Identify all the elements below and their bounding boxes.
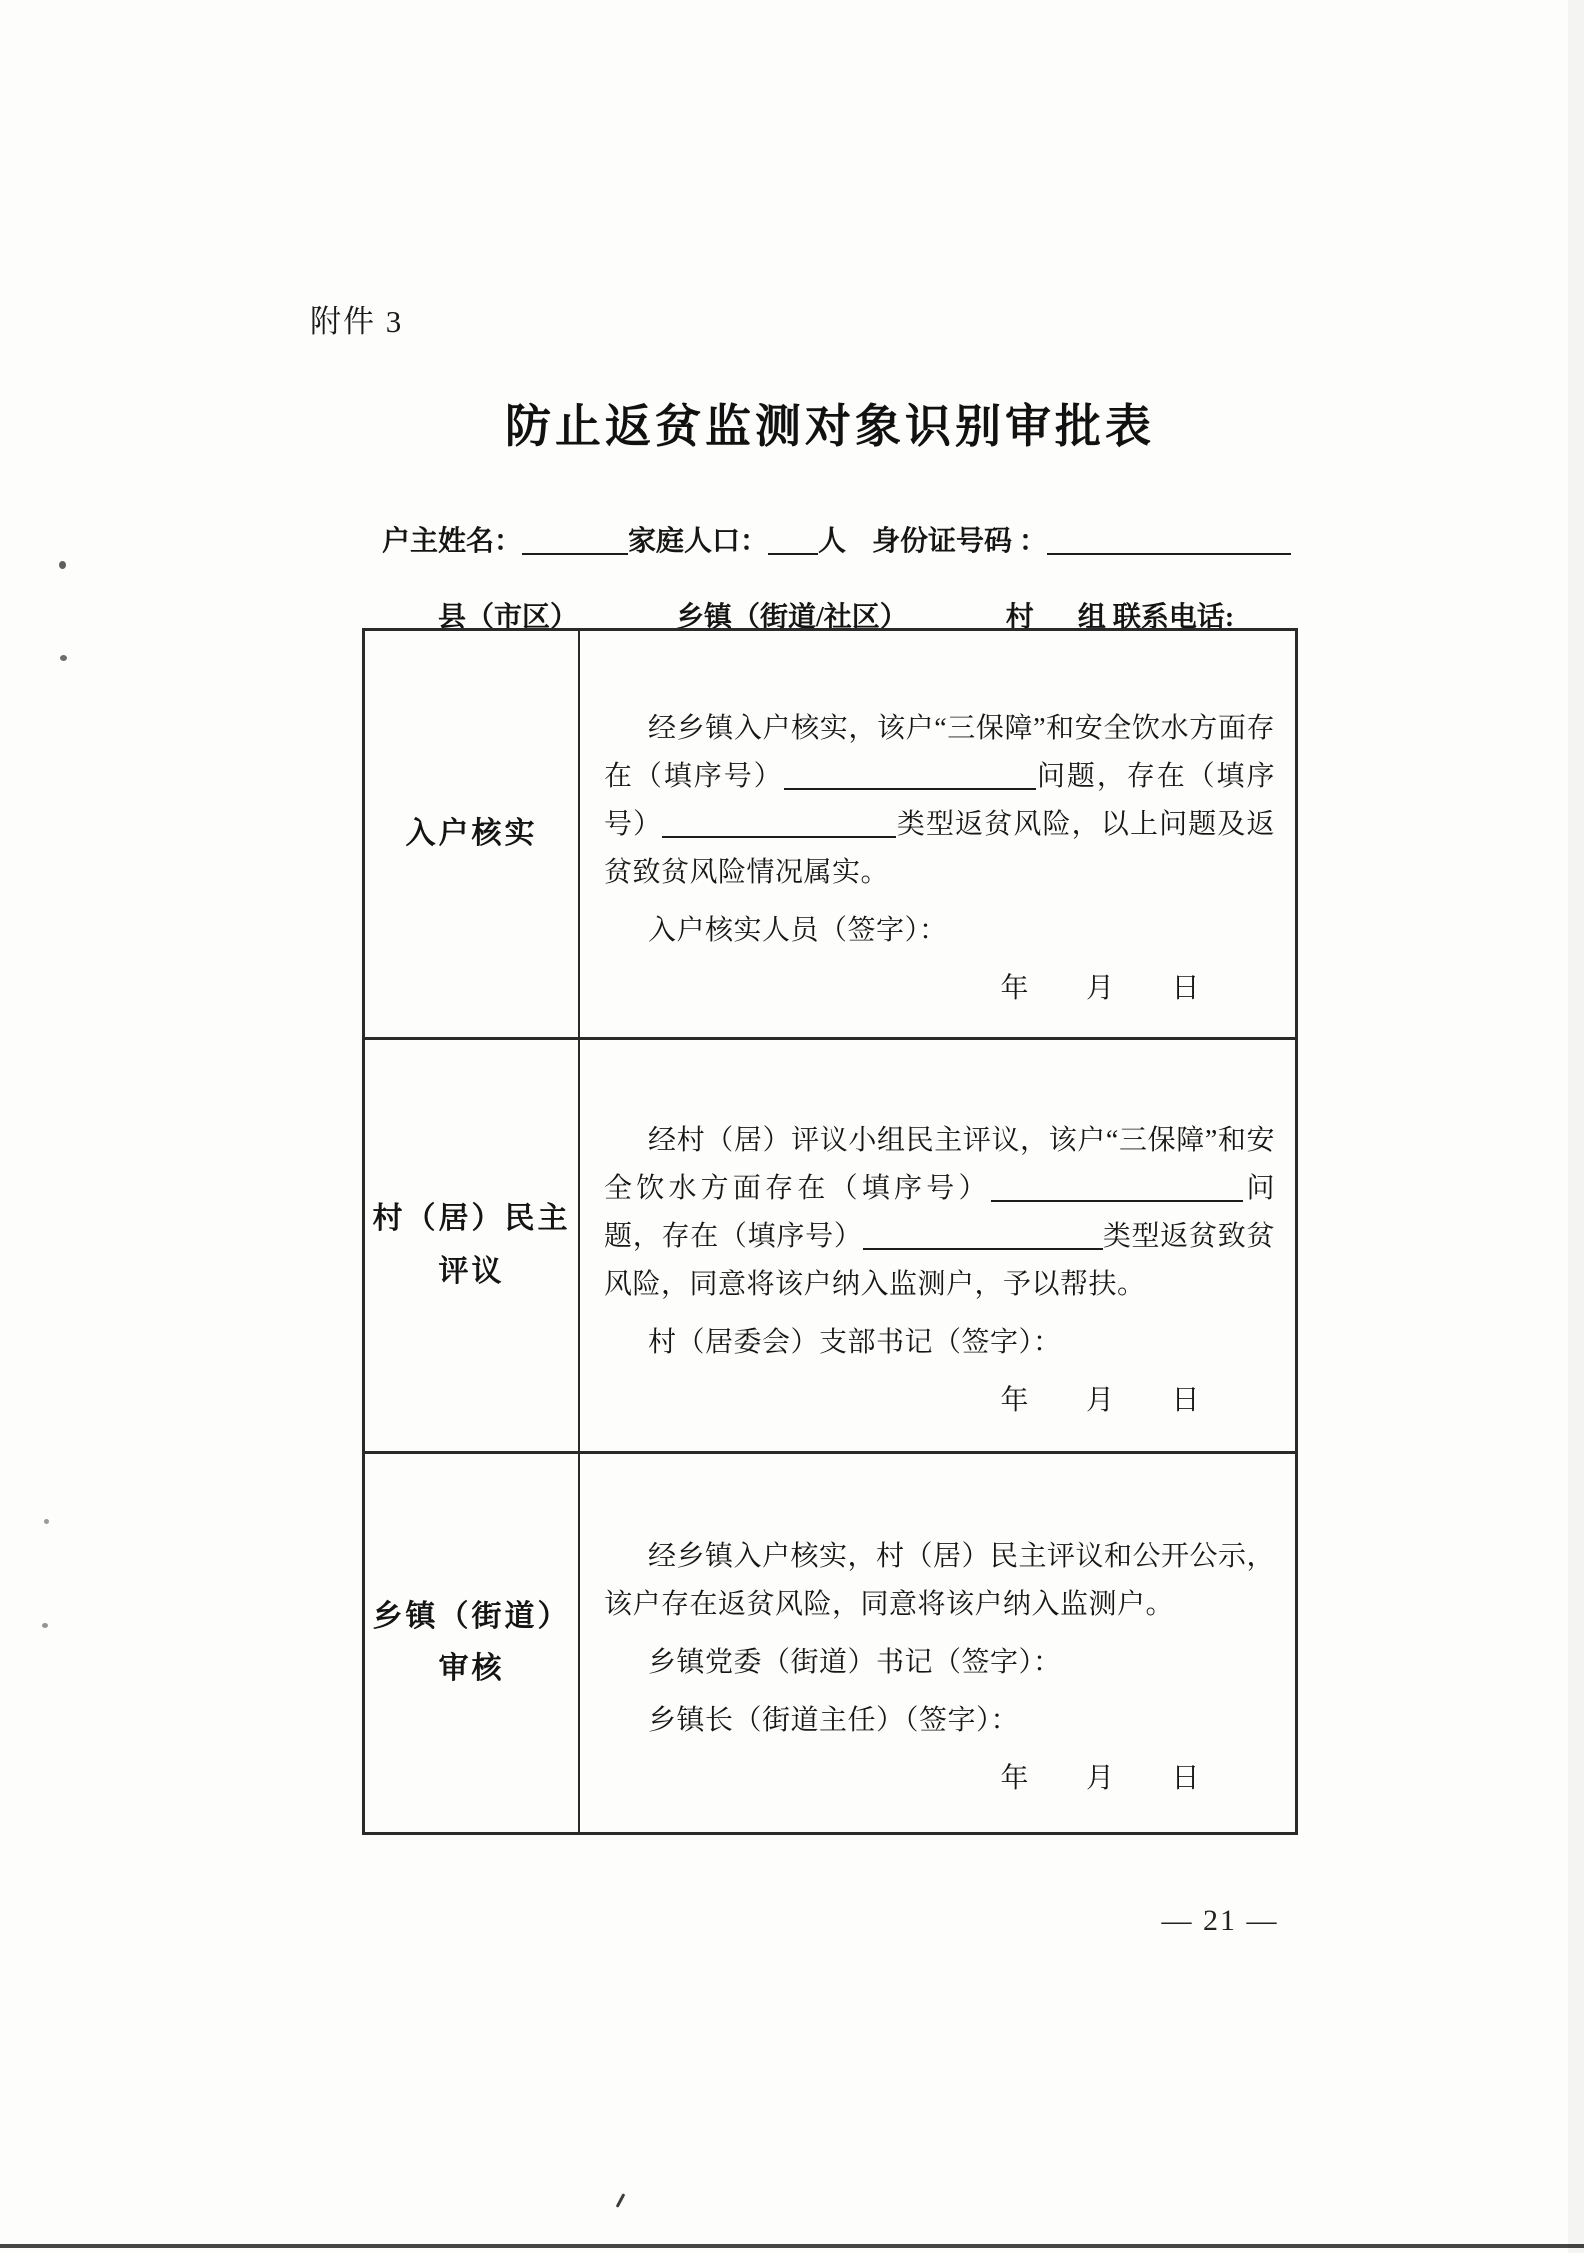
page-number: — 21 — (1161, 1904, 1279, 1937)
row-paragraph (604, 1117, 1275, 1309)
fill-in-blank (768, 526, 818, 555)
fill-in-blank (522, 526, 628, 555)
fill-in-blank (1234, 602, 1290, 631)
text-line: 入户核实人员（签字）： (648, 915, 948, 946)
date-line: 年 月 日 (1000, 973, 1200, 1004)
text-segment: 身份证号码 ： (872, 526, 1048, 557)
sign-lines (604, 897, 1275, 955)
spacer (846, 549, 872, 550)
sign-lines (604, 1309, 1275, 1367)
text-line: 审核 (438, 1652, 505, 1685)
text-segment: 户主姓名： (382, 526, 523, 557)
text-segment: 类型返贫致贫风险，同意将该户纳入监测户，予以帮扶。 (604, 1220, 1275, 1300)
attachment-label: 附件 3 (310, 304, 404, 339)
fill-in-blank (991, 1173, 1243, 1202)
scan-tick-mark (616, 2193, 626, 2208)
fill-in-blank (662, 809, 896, 838)
fill-in-blank (578, 602, 676, 631)
text-line: 乡镇长（街道主任）（签字）： (648, 1705, 1020, 1736)
row-paragraph (604, 705, 1275, 897)
row-content-township-review (580, 1454, 1295, 1832)
date-line: 年 月 日 (1000, 1384, 1200, 1416)
approval-table (362, 628, 1298, 1835)
text-segment: 经村（居）评议小组民主评议，该户“三保障”和安全饮水方面存在（填序号） (604, 1124, 1275, 1204)
fill-in-blank (362, 602, 438, 631)
row-content-household-verification (580, 631, 1295, 1040)
text-segment: 组 联系电话: (1077, 602, 1235, 633)
row-label-township-review (365, 1454, 580, 1832)
row-label-household-verification (365, 631, 580, 1040)
text-segment: 人 (818, 526, 847, 557)
fill-in-blank (1047, 526, 1291, 555)
text-segment: 县（市区） (438, 602, 579, 633)
scan-speck (44, 1519, 49, 1524)
scan-speck (60, 655, 67, 661)
text-segment: 问题，存在（填序号） (604, 1172, 1275, 1252)
text-segment: 问题，存在（填序号） (604, 761, 1275, 840)
text-segment: 类型返贫风险，以上问题及返贫致贫风险情况属实。 (604, 809, 1275, 888)
fill-in-blank (908, 602, 1006, 631)
fill-in-blank (1034, 602, 1078, 631)
fill-in-blank (863, 1221, 1103, 1250)
page-title: 防止返贫监测对象识别审批表 (505, 401, 1155, 452)
row-label-village-appraisal (365, 1040, 580, 1454)
text-line: 评议 (438, 1254, 505, 1288)
text-line: 村（居委会）支部书记（签字）： (648, 1326, 1062, 1358)
text-segment: 经乡镇入户核实，村（居）民主评议和公开公示，该户存在返贫风险，同意将该户纳入监测户。 (604, 1541, 1276, 1620)
text-line: 乡镇（街道） (372, 1599, 571, 1633)
scan-speck (59, 561, 66, 569)
header-line-householder (362, 522, 1328, 562)
scan-right-shade (1568, 0, 1584, 2253)
scan-speck (42, 1623, 48, 1628)
text-segment: 家庭人口： (628, 526, 769, 557)
text-line: 村（居）民主 (372, 1202, 571, 1235)
text-line: 乡镇党委（街道）书记（签字）： (648, 1647, 1062, 1678)
row-paragraph (604, 1533, 1275, 1629)
text-segment: 乡镇（街道/社区） (676, 602, 908, 633)
sign-lines (604, 1629, 1275, 1745)
scan-bottom-edge (0, 2244, 1584, 2248)
text-segment: 村 (1005, 602, 1034, 633)
text-segment: 经乡镇入户核实，该户“三保障”和安全饮水方面存在（填序号） (604, 713, 1275, 792)
row-content-village-appraisal (580, 1040, 1295, 1454)
date-line: 年 月 日 (1000, 1763, 1200, 1794)
fill-in-blank (784, 761, 1036, 790)
text-line: 入户核实 (405, 816, 538, 850)
